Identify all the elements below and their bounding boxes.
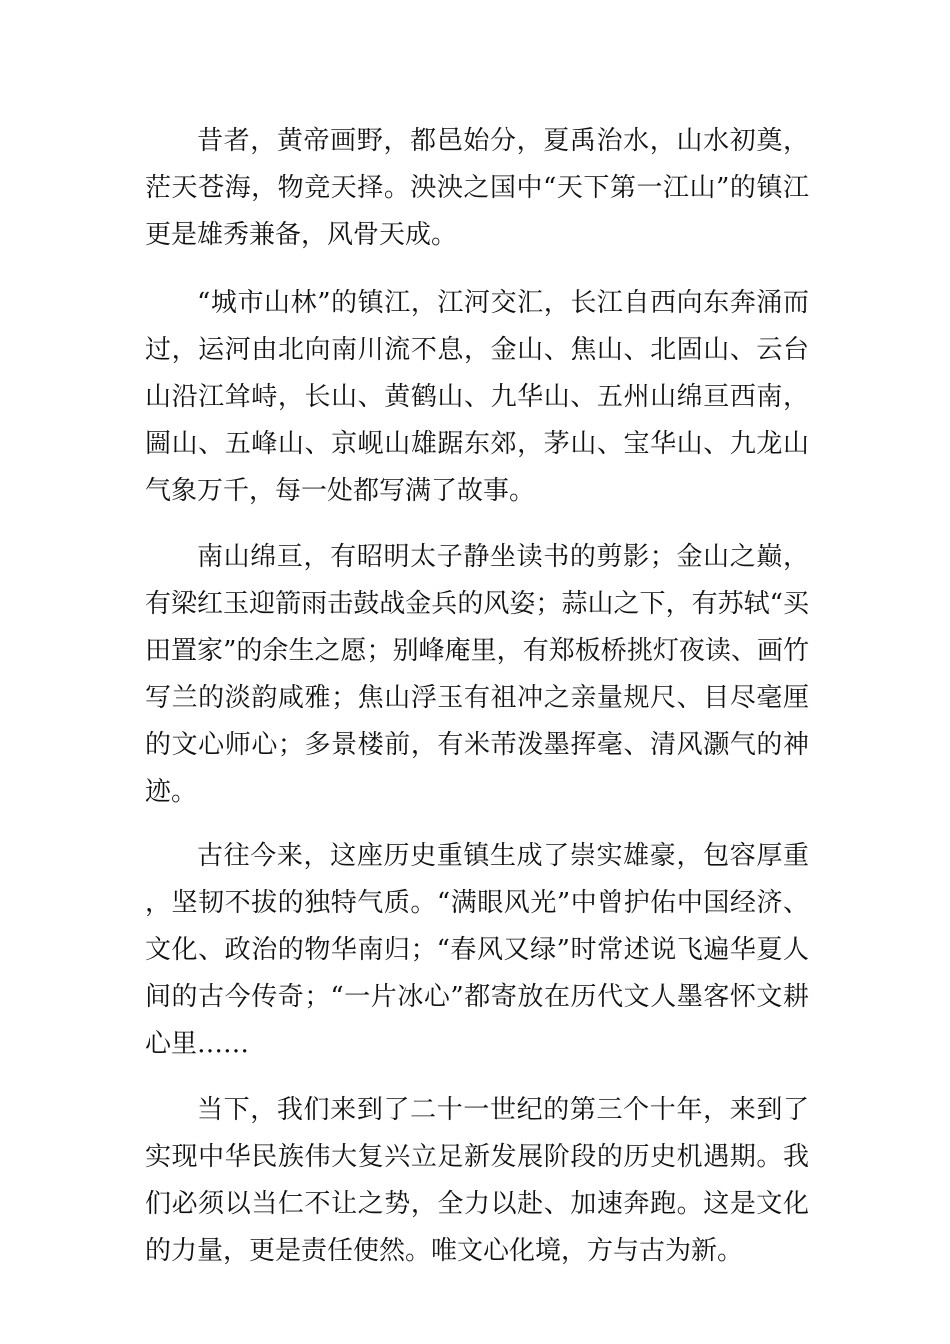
paragraph-city-character: 古往今来，这座历史重镇生成了崇实雄豪，包容厚重，坚韧不拔的独特气质。“满眼风光”中曾护佑中国经济、文化、政治的物华南归；“春风又绿”时常述说飞遍华夏人间的古今传奇；“一片冰心”都寄放在历代文人墨客怀文耕心里…… (145, 841, 809, 1059)
paragraph-present-era: 当下，我们来到了二十一世纪的第三个十年，来到了实现中华民族伟大复兴立足新发展阶段的历史机遇期。我们必须以当仁不让之势，全力以赴、加速奔跑。这是文化的力量，更是责任使然。唯文心化境，方与古为新。 (145, 1095, 809, 1266)
document-body (145, 118, 809, 1275)
paragraph-mountains-rivers: “城市山林”的镇江，江河交汇，长江自西向东奔涌而过，运河由北向南川流不息，金山、焦山、北固山、云台山沿江耸峙，长山、黄鹤山、九华山、五州山绵亘西南，圌山、五峰山、京岘山雄踞东郊，茅山、宝华山、九龙山气象万千，每一处都写满了故事。 (145, 288, 809, 506)
paragraph-historical-figures: 南山绵亘，有昭明太子静坐读书的剪影；金山之巅，有梁红玉迎箭雨击鼓战金兵的风姿；蒜山之下，有苏轼“买田置家”的余生之愿；别峰庵里，有郑板桥挑灯夜读、画竹写兰的淡韵咸雅；焦山浮玉有祖冲之亲量规尺、目尽毫厘的文心师心；多景楼前，有米芾泼墨挥毫、清风灏气的神迹。 (145, 542, 809, 807)
paragraph-intro: 昔者，黄帝画野，都邑始分，夏禹治水，山水初奠，茫天苍海，物竞天择。泱泱之国中“天下第一江山”的镇江更是雄秀兼备，风骨天成。 (145, 126, 809, 250)
